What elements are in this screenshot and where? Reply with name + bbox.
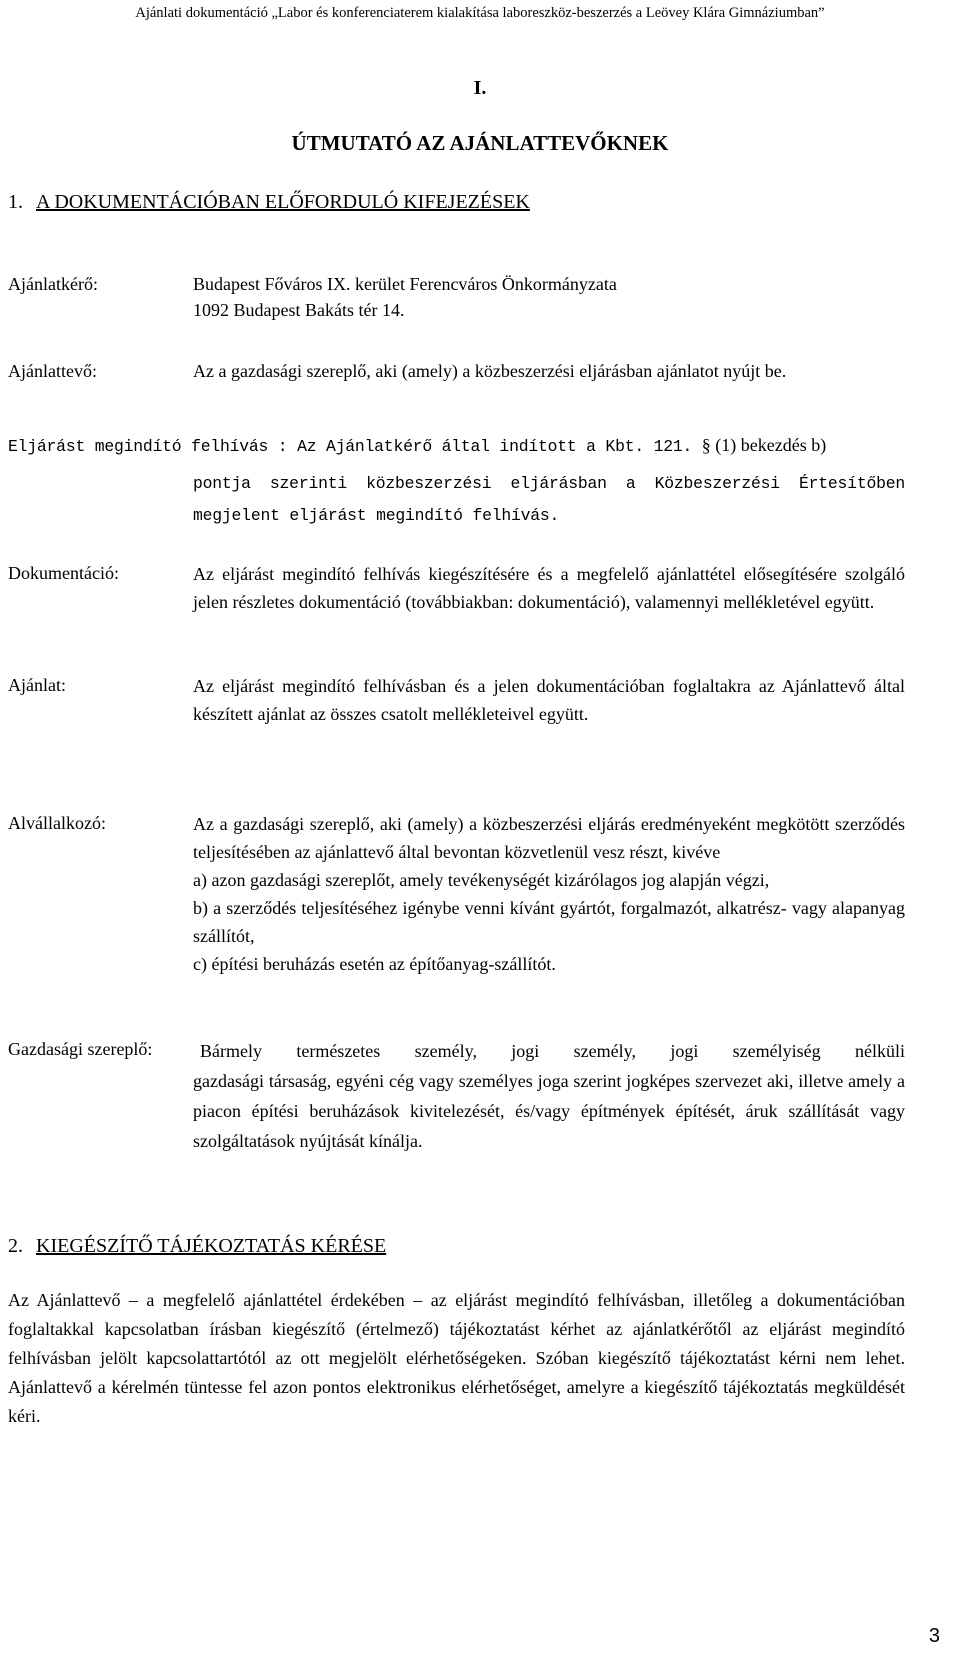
term-def-gazdasagi bbox=[193, 1066, 905, 1156]
term-def-dokumentacio bbox=[193, 560, 905, 616]
term-def-felhivas bbox=[193, 468, 905, 532]
page-number: 3 bbox=[928, 1625, 940, 1647]
term-label-ajanlat: Ajánlat: bbox=[8, 675, 66, 695]
ajanlat-definition: Az eljárást megindító felhívásban és a jelen dokumentációban foglaltakra az Ajánlattevő által készített ajánlat az összes csatolt mellékleteivel együtt. bbox=[193, 676, 905, 724]
running-header: Ajánlati dokumentáció „Labor és konferenciaterem kialakítása laboreszköz-beszerzés a Leövey Klára Gimnáziumban” bbox=[135, 5, 825, 21]
term-def-gazdasagi-first bbox=[200, 1036, 905, 1066]
term-def-ajanlat bbox=[193, 672, 905, 728]
alvallalkozo-definition: Az a gazdasági szereplő, aki (amely) a közbeszerzési eljárás eredményeként megkötött szerződés teljesítésében az ajánlattevő által bevontan közvetlenül vesz részt, kivéve bbox=[193, 814, 905, 862]
section-2-title: KIEGÉSZÍTŐ TÁJÉKOZTATÁS KÉRÉSE bbox=[36, 1235, 387, 1257]
section-2-heading bbox=[8, 1233, 386, 1259]
dokumentacio-definition: Az eljárást megindító felhívás kiegészítésére és a megfelelő ajánlattétel elősegítésére szolgáló jelen részletes dokumentáció (továbbiakban: dokumentáció), valamennyi mellékletével együtt. bbox=[193, 564, 905, 612]
term-def-ajanlatkero bbox=[193, 271, 905, 323]
alvallalkozo-item-c: c) építési beruházás esetén az építőanyag-szállítót. bbox=[193, 954, 556, 974]
chapter-title: ÚTMUTATÓ AZ AJÁNLATTEVŐKNEK bbox=[291, 131, 669, 155]
term-label-alvallalkozo: Alvállalkozó: bbox=[8, 813, 106, 833]
term-def-ajanlattevo bbox=[193, 358, 905, 384]
term-label-ajanlattevo: Ajánlattevő: bbox=[8, 361, 97, 381]
felhivas-section-ref: § (1) bekezdés b) bbox=[701, 435, 827, 455]
gazdasagi-continuation: gazdasági társaság, egyéni cég vagy személyes joga szerint jogképes szervezet aki, illetve amely a piacon építési beruházások kivitelezését, és/vagy építmények építését, áruk szállítását vagy szolgáltatások nyújtását kínálja. bbox=[193, 1071, 905, 1151]
term-label-gazdasagi: Gazdasági szereplő: bbox=[8, 1039, 153, 1059]
gazdasagi-first-line: Bármely természetes személy, jogi személy, jogi személyiség nélküli bbox=[200, 1041, 905, 1061]
section-1-title: A DOKUMENTÁCIÓBAN ELŐFORDULÓ KIFEJEZÉSEK bbox=[36, 191, 530, 213]
section-2-paragraph: Az Ajánlattevő – a megfelelő ajánlattétel érdekében – az eljárást megindító felhívásban, illetőleg a dokumentációban foglaltakkal kapcsolatban írásban kiegészítő (értelmező) tájékoztatást kérhet az ajánlatkérőtől az eljárást megindító felhívásban jelölt kapcsolattartótól az ott megjelölt elérhetőségeken. Szóban kiegészítő tájékoztatást kérni nem lehet. Ajánlattevő a kérelmén tüntesse fel azon pontos elektronikus elérhetőséget, amelyre a kiegészítő tájékoztatás megküldését kéri. bbox=[8, 1290, 905, 1426]
ajanlatkero-name: Budapest Főváros IX. kerület Ferencváros Önkormányzata bbox=[193, 274, 617, 294]
felhivas-label-line: Eljárást megindító felhívás : Az Ajánlatkérő által indított a Kbt. 121. bbox=[8, 437, 693, 456]
ajanlatkero-address: 1092 Budapest Bakáts tér 14. bbox=[193, 300, 405, 320]
term-label-dokumentacio: Dokumentáció: bbox=[8, 563, 119, 583]
term-label-ajanlatkero: Ajánlatkérő: bbox=[8, 274, 98, 294]
ajanlattevo-definition: Az a gazdasági szereplő, aki (amely) a közbeszerzési eljárásban ajánlatot nyújt be. bbox=[193, 361, 787, 381]
chapter-number: I. bbox=[473, 77, 487, 99]
felhivas-continuation: pontja szerinti közbeszerzési eljárásban a Közbeszerzési Értesítőben megjelent eljárást megindító felhívás. bbox=[193, 474, 905, 525]
alvallalkozo-item-a: a) azon gazdasági szereplőt, amely tevékenységét kizárólagos jog alapján végzi, bbox=[193, 870, 770, 890]
section-1-heading bbox=[8, 189, 530, 215]
alvallalkozo-item-b: b) a szerződés teljesítéséhez igénybe venni kívánt gyártót, forgalmazót, alkatrész- vagy alapanyag szállítót, bbox=[193, 898, 905, 946]
term-label-felhivas bbox=[8, 432, 826, 460]
section-1-number: 1. bbox=[8, 191, 23, 213]
term-def-alvallalkozo bbox=[193, 810, 905, 978]
section-2-number: 2. bbox=[8, 1235, 23, 1257]
